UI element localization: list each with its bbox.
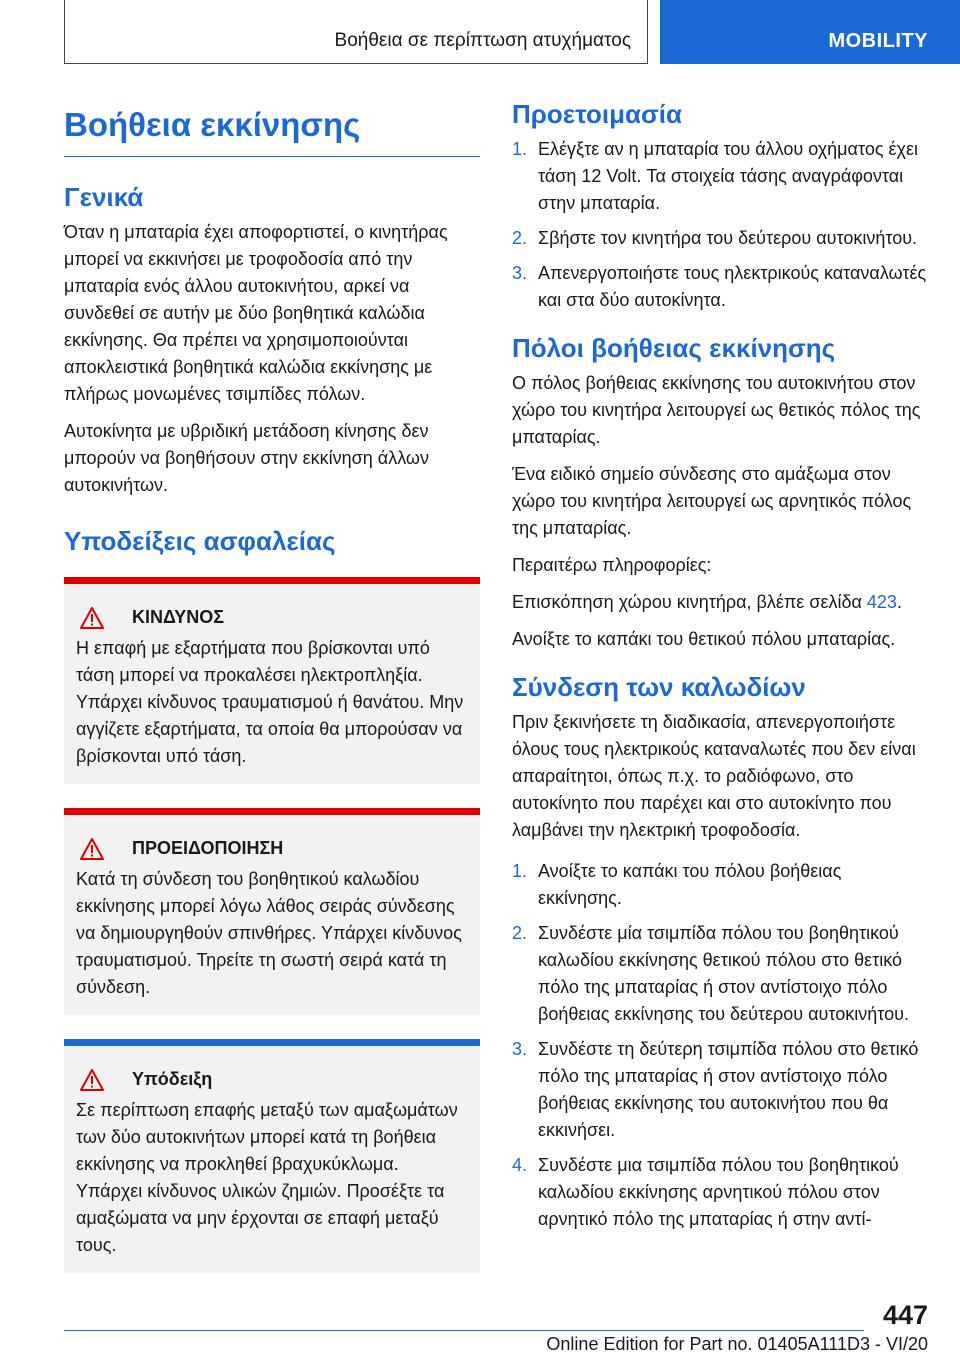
header-chapter-tab: [660, 0, 960, 64]
page-number: 447: [882, 1300, 928, 1330]
warning-text: Κατά τη σύνδεση του βοηθητικού καλωδίου εκκίνησης μπορεί λόγω λάθος σειράς σύνδεσης να δημιουργηθούν σπινθήρες. Υπάρχει κίνδυνος τραυματισμού. Τηρείτε τη σωστή σειρά κατά τη σύνδεση.: [76, 869, 462, 997]
note-triangle-icon: [80, 1069, 104, 1091]
list-item: 3. Συνδέστε τη δεύτερη τσιμπίδα πόλου στο θετικό πόλο της μπαταρίας ή στον αντίστοιχο πόλο βοήθειας εκκίνησης του αυτοκινήτου που θα εκκινήσει.: [512, 1039, 919, 1140]
page-reference-link[interactable]: 423: [866, 592, 897, 612]
poles-paragraph-2: Ένα ειδικό σημείο σύνδεσης στο αμάξωμα στον χώρο του κινητήρα λειτουργεί ως αρνητικός πόλος της μπαταρίας.: [512, 464, 912, 538]
danger-title: ΚΙΝΔΥΝΟΣ: [132, 607, 225, 627]
note-title: Υπόδειξη: [132, 1069, 213, 1089]
note-text: Σε περίπτωση επαφής μεταξύ των αμαξωμάτων των δύο αυτοκινήτων μπορεί κατά τη βοήθεια εκκίνησης να προκληθεί βραχυκύκλωμα. Υπάρχει κίνδυνος υλικών ζημιών. Προσέξτε τα αμαξώματα να μην έρχονται σε επαφή μεταξύ τους.: [76, 1100, 458, 1255]
poles-paragraph-1: Ο πόλος βοήθειας εκκίνησης του αυτοκινήτου στον χώρο του κινητήρα λειτουργεί ως θετικός πόλος της μπαταρίας.: [512, 373, 921, 447]
list-item: 4. Συνδέστε μια τσιμπίδα πόλου του βοηθητικού καλωδίου εκκίνησης αρνητικού πόλου στον αρνητικό πόλο της μπαταρίας ή στην αντί-: [512, 1155, 899, 1229]
connection-steps: [512, 858, 928, 1233]
header-section-title: Βοήθεια σε περίπτωση ατυχήματος: [334, 30, 631, 51]
list-item: 1. Ελέγξτε αν η μπαταρία του άλλου οχήματος έχει τάση 12 Volt. Τα στοιχεία τάσης αναγράφονται στην μπαταρία.: [512, 139, 918, 213]
poles-heading: Πόλοι βοήθειας εκκίνησης: [512, 333, 836, 363]
connection-heading: Σύνδεση των καλωδίων: [512, 672, 806, 702]
poles-paragraph-5: Ανοίξτε το καπάκι του θετικού πόλου μπαταρίας.: [512, 629, 896, 649]
list-item: 2. Συνδέστε μία τσιμπίδα πόλου του βοηθητικού καλωδίου εκκίνησης θετικού πόλου στο θετικό πόλο της μπαταρίας ή στον αντίστοιχο πόλο βοήθειας εκκίνησης του δεύτερου αυτοκινήτου.: [512, 923, 909, 1024]
general-paragraph-1: Όταν η μπαταρία έχει αποφορτιστεί, ο κινητήρας μπορεί να εκκινήσει με τροφοδοσία από την μπαταρία ενός άλλου αυτοκινήτου, αρκεί να συνδεθεί σε αυτήν με δύο βοηθητικά καλώδια εκκίνησης. Θα πρέπει να χρησιμοποιούνται αποκλειστικά βοηθητικά καλώδια εκκίνησης με πλήρως μονωμένες τσιμπίδες πόλων.: [64, 222, 448, 404]
header-chapter-title: MOBILITY: [828, 30, 928, 52]
note-box: [64, 1039, 480, 1273]
list-item: 2. Σβήστε τον κινητήρα του δεύτερου αυτοκινήτου.: [512, 228, 918, 248]
footer-divider: [64, 1330, 864, 1331]
general-paragraph-2: Αυτοκίνητα με υβριδική μετάδοση κίνησης δεν μπορούν να βοηθήσουν στην εκκίνηση άλλων αυτοκινήτων.: [64, 421, 429, 495]
safety-heading: Υποδείξεις ασφαλείας: [64, 526, 336, 556]
general-heading: Γενικά: [64, 182, 144, 212]
warning-triangle-icon: [80, 838, 104, 860]
footer-edition: Online Edition for Part no. 01405A111D3 - VI/20: [546, 1334, 928, 1354]
preparation-steps: [512, 136, 928, 314]
header-section-box: [64, 0, 648, 64]
left-column: [64, 102, 480, 1291]
preparation-heading: Προετοιμασία: [512, 99, 682, 129]
warning-triangle-icon: [80, 607, 104, 629]
danger-text: Η επαφή με εξαρτήματα που βρίσκονται υπό τάση μπορεί να προκαλέσει ηλεκτροπληξία. Υπάρχει κίνδυνος τραυματισμού ή θανάτου. Μην αγγίζετε εξαρτήματα, τα οποία θα μπορούσαν να βρίσκονται υπό τάση.: [76, 638, 464, 766]
right-column: [512, 99, 928, 1243]
list-item: 3. Απενεργοποιήστε τους ηλεκτρικούς καταναλωτές και στα δύο αυτοκίνητα.: [512, 263, 927, 310]
poles-paragraph-4: Επισκόπηση χώρου κινητήρα, βλέπε σελίδα 423.: [512, 592, 902, 612]
poles-paragraph-3: Περαιτέρω πληροφορίες:: [512, 555, 712, 575]
danger-box: [64, 577, 480, 784]
list-item: 1. Ανοίξτε το καπάκι του πόλου βοήθειας εκκίνησης.: [512, 861, 842, 908]
page-title: Βοήθεια εκκίνησης: [64, 102, 480, 157]
warning-title: ΠΡΟΕΙΔΟΠΟΙΗΣΗ: [132, 838, 284, 858]
warning-box: [64, 808, 480, 1015]
connection-paragraph: Πριν ξεκινήσετε τη διαδικασία, απενεργοποιήστε όλους τους ηλεκτρικούς καταναλωτές που δεν είναι απαραίτητοι, όπως π.χ. το ραδιόφωνο, στο αυτοκίνητο που παρέχει και στο αυτοκίνητο που λαμβάνει την ηλεκτρική τροφοδοσία.: [512, 712, 916, 840]
